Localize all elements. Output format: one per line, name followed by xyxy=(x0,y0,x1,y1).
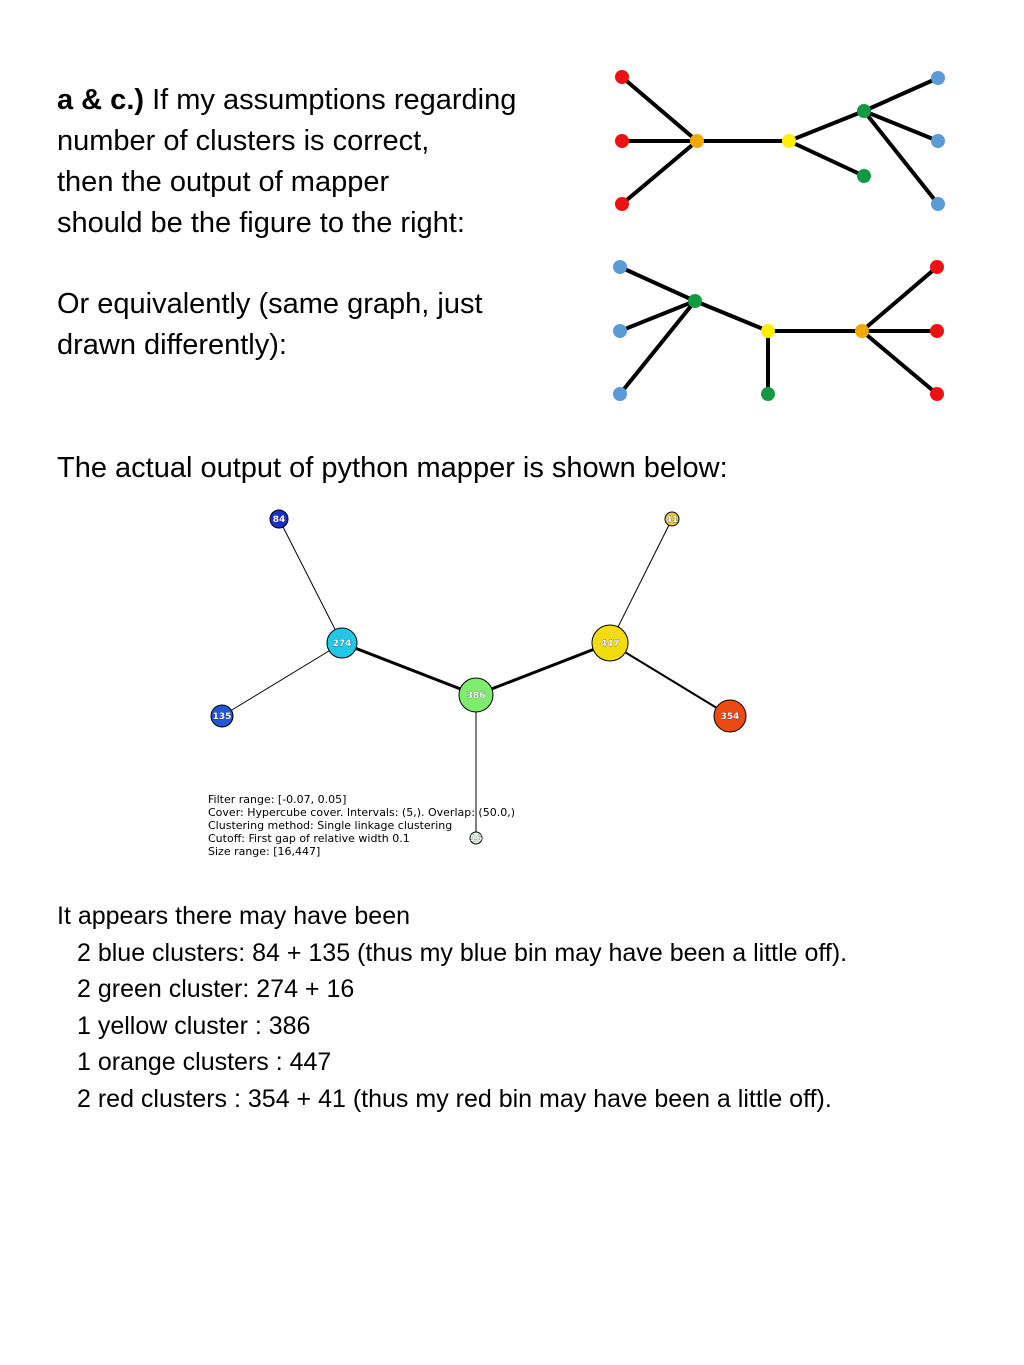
intro-line-2: number of clusters is correct, xyxy=(57,125,430,157)
legend-size-range: Size range: [16,447] xyxy=(208,845,321,858)
mapper-node-135 xyxy=(211,705,233,727)
mapper-node-135-label: 135 xyxy=(212,712,232,722)
mapper-node-354 xyxy=(714,700,746,732)
node-red xyxy=(930,387,944,401)
intro-bold-label: a & c.) xyxy=(57,84,145,116)
mapper-node-274-label: 274 xyxy=(332,639,352,649)
node-green xyxy=(761,387,775,401)
conclusion-paragraph xyxy=(57,898,847,1117)
mapper-node-84-label: 84 xyxy=(272,515,286,525)
node-blue xyxy=(931,134,945,148)
expected-graph-2 xyxy=(590,250,970,410)
node-blue xyxy=(613,324,627,338)
alternate-line-2: drawn differently): xyxy=(57,329,287,361)
mapper-node-41-label: 41 xyxy=(665,515,679,525)
alternate-line-1: Or equivalently (same graph, just xyxy=(57,288,483,320)
legend-cutoff: Cutoff: First gap of relative width 0.1 xyxy=(208,832,410,845)
node-blue xyxy=(931,71,945,85)
mapper-node-386-label: 386 xyxy=(466,691,486,701)
conclusion-item-yellow: 1 yellow cluster : 386 xyxy=(77,1011,311,1040)
mapper-node-41 xyxy=(665,512,679,526)
node-red xyxy=(930,260,944,274)
mapper-node-274 xyxy=(327,628,357,658)
node-yellow xyxy=(782,134,796,148)
conclusion-item-orange: 1 orange clusters : 447 xyxy=(77,1048,332,1076)
node-blue xyxy=(613,387,627,401)
conclusion-item-green: 2 green cluster: 274 + 16 xyxy=(77,975,355,1003)
mapper-node-84 xyxy=(270,510,288,528)
intro-line-3: then the output of mapper xyxy=(57,166,390,198)
intro-line-1-text: If my assumptions regarding xyxy=(144,84,517,116)
node-orange xyxy=(690,134,704,148)
intro-paragraph xyxy=(57,80,516,244)
node-green xyxy=(857,104,871,118)
mapper-node-354-label: 354 xyxy=(720,712,740,722)
expected-graph-1 xyxy=(590,60,970,220)
node-green xyxy=(857,169,871,183)
node-yellow xyxy=(761,324,775,338)
mapper-node-386 xyxy=(459,678,493,712)
mapper-node-16-label: 16 xyxy=(469,834,483,844)
conclusion-item-red: 2 red clusters : 354 + 41 (thus my red bin may have been a little off). xyxy=(77,1084,832,1113)
intro-line-4: should be the figure to the right: xyxy=(57,207,465,239)
mapper-node-16 xyxy=(470,832,483,844)
node-green xyxy=(688,294,702,308)
node-blue xyxy=(613,260,627,274)
conclusion-intro: It appears there may have been xyxy=(57,902,411,930)
legend-filter-range: Filter range: [-0.07, 0.05] xyxy=(208,793,347,806)
mapper-node-447-label: 447 xyxy=(600,639,620,649)
node-red xyxy=(615,134,629,148)
node-blue xyxy=(931,197,945,211)
intro-line-1 xyxy=(57,80,516,121)
mapper-node-447 xyxy=(592,625,628,661)
node-red xyxy=(615,197,629,211)
legend-clustering: Clustering method: Single linkage clustering xyxy=(208,819,453,832)
actual-output-heading: The actual output of python mapper is shown below: xyxy=(57,452,728,484)
node-orange xyxy=(855,324,869,338)
node-red xyxy=(615,70,629,84)
node-red xyxy=(930,324,944,338)
alternate-paragraph xyxy=(57,284,483,366)
conclusion-item-blue: 2 blue clusters: 84 + 135 (thus my blue bin may have been a little off). xyxy=(77,938,848,967)
legend-cover: Cover: Hypercube cover. Intervals: (5,). Overlap: (50.0,) xyxy=(208,806,516,819)
mapper-legend xyxy=(208,793,515,858)
mapper-output-graph xyxy=(190,495,830,865)
